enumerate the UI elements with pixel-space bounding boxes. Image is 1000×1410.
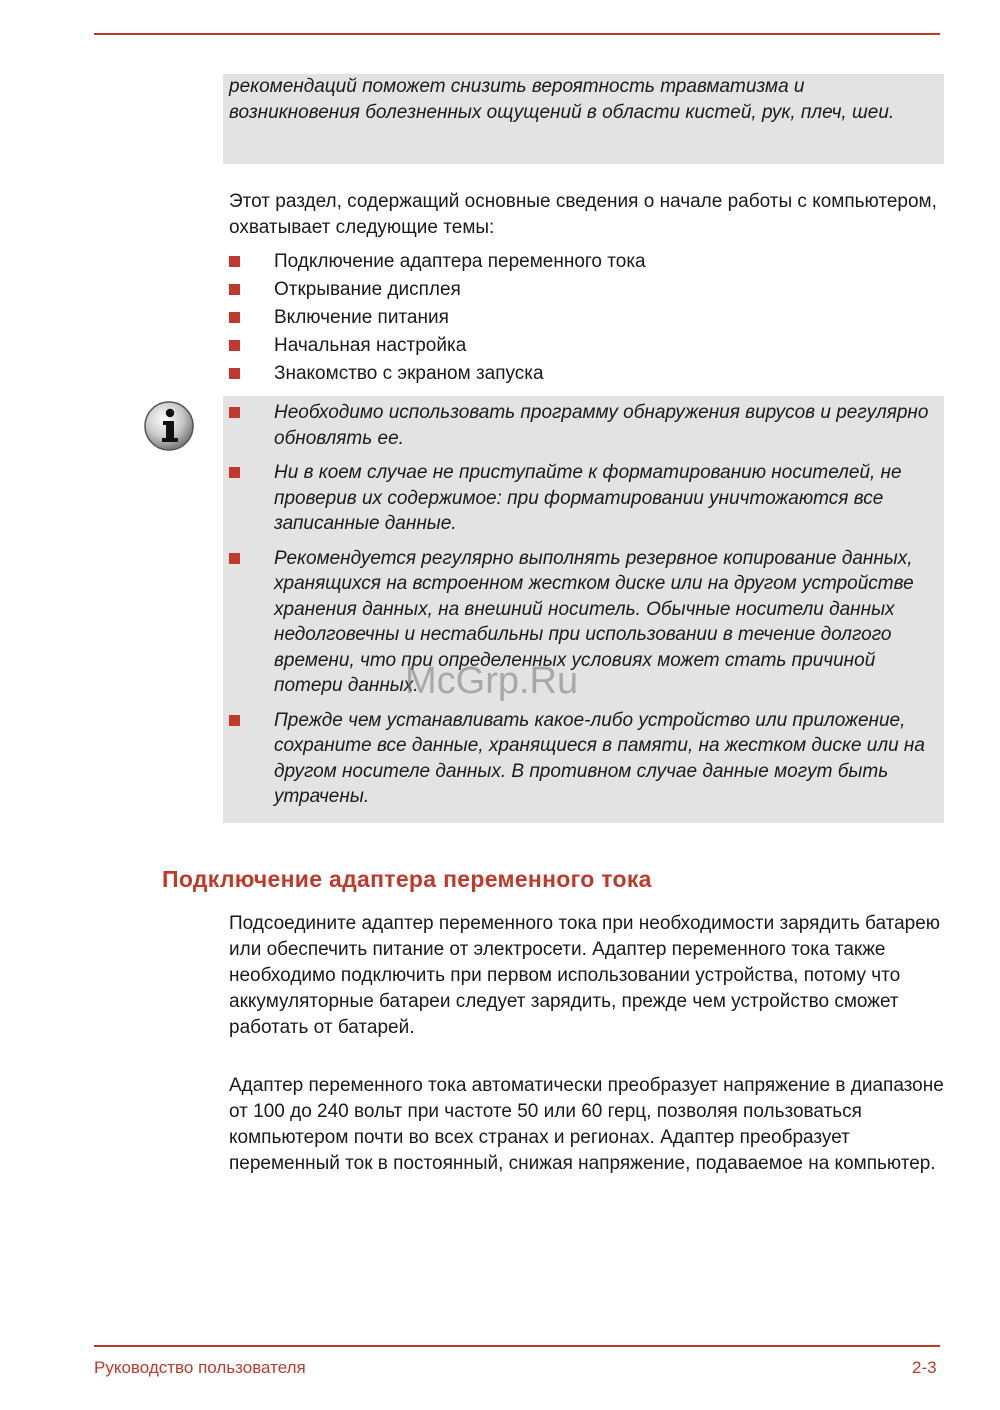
- list-item: [229, 332, 646, 360]
- list-item: [229, 248, 646, 276]
- page-number: 2-3: [912, 1358, 937, 1377]
- list-item: [229, 546, 939, 699]
- footer-title: Руководство пользователя: [94, 1358, 306, 1377]
- topic-label: Знакомство с экраном запуска: [274, 363, 544, 384]
- bullet-square-icon: [229, 340, 240, 351]
- topic-list: [229, 248, 646, 388]
- bullet-square-icon: [229, 407, 240, 418]
- bullet-square-icon: [229, 467, 240, 478]
- topic-label: Открывание дисплея: [274, 279, 461, 300]
- body-paragraph: Подсоедините адаптер переменного тока при необходимости зарядить батарею или обеспечить питание от электросети. Адаптер переменного тока также необходимо подключить при первом использовании устройства, потому что аккумуляторные батареи следует зарядить, прежде чем устройство сможет работать от батарей.: [229, 913, 941, 1038]
- list-item: [229, 304, 646, 332]
- intro-note: рекомендаций поможет снизить вероятность травматизма и возникновения болезненных ощущений в области кистей, рук, плеч, шеи.: [229, 76, 895, 123]
- list-item: [229, 276, 646, 304]
- list-item: [229, 400, 939, 451]
- bullet-square-icon: [229, 553, 240, 564]
- info-note-text: Необходимо использовать программу обнаружения вирусов и регулярно обновлять ее.: [274, 402, 929, 449]
- section-heading: Подключение адаптера переменного тока: [162, 866, 652, 892]
- topic-label: Начальная настройка: [274, 335, 467, 356]
- body-paragraph: Адаптер переменного тока автоматически преобразует напряжение в диапазоне от 100 до 240 вольт при частоте 50 или 60 герц, позволяя пользоваться компьютером почти во всех странах и регионах. Адаптер преобразует переменный ток в постоянный, снижая напряжение, подаваемое на компьютер.: [229, 1075, 944, 1174]
- info-icon: [143, 400, 195, 452]
- section-intro: Этот раздел, содержащий основные сведения о начале работы с компьютером, охватывает следующие темы:: [229, 191, 937, 238]
- bullet-square-icon: [229, 256, 240, 267]
- bullet-square-icon: [229, 368, 240, 379]
- info-note-list: [229, 400, 939, 819]
- bullet-square-icon: [229, 284, 240, 295]
- topic-label: Включение питания: [274, 307, 449, 328]
- list-item: [229, 360, 646, 388]
- info-note-text: Ни в коем случае не приступайте к форматированию носителей, не проверив их содержимое: при форматировании уничтожаются все записанные данные.: [274, 462, 902, 534]
- watermark: McGrp.Ru: [405, 660, 579, 702]
- bottom-rule: [94, 1345, 940, 1347]
- list-item: [229, 708, 939, 810]
- info-note-text: Рекомендуется регулярно выполнять резервное копирование данных, хранящихся на встроенном жестком диске или на другом устройстве хранения данных, на внешний носитель. Обычные носители данных недолговечны и нестабильны при использовании в течение долгого времени, что при определенных условиях может стать причиной потери данных.: [274, 547, 914, 696]
- top-rule: [94, 33, 940, 35]
- bullet-square-icon: [229, 312, 240, 323]
- topic-label: Подключение адаптера переменного тока: [274, 251, 646, 272]
- bullet-square-icon: [229, 715, 240, 726]
- info-note-text: Прежде чем устанавливать какое-либо устройство или приложение, сохраните все данные, хранящиеся в памяти, на жестком диске или на другом носителе данных. В противном случае данные могут быть утрачены.: [274, 709, 925, 807]
- list-item: [229, 460, 939, 537]
